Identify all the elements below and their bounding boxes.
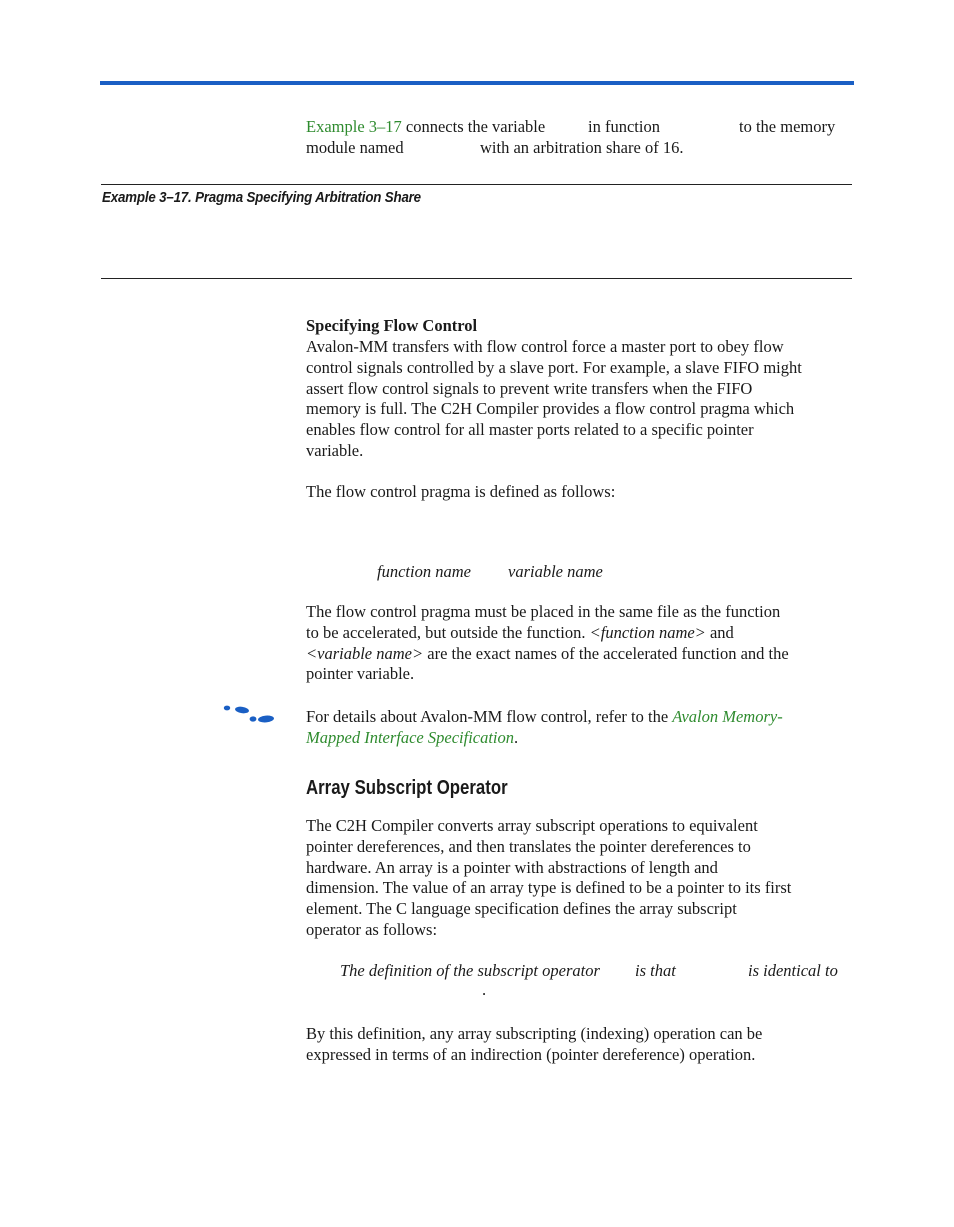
example-link[interactable]: Example 3–17 bbox=[306, 117, 402, 136]
paragraph-line: pointer dereferences, and then translates the pointer dereferences to bbox=[306, 836, 751, 856]
paragraph bbox=[306, 337, 802, 462]
quote-text: is that bbox=[635, 961, 676, 980]
paragraph-line: hardware. An array is a pointer with abstractions of length and bbox=[306, 857, 718, 877]
paragraph-line: variable. bbox=[306, 440, 364, 460]
footprints-note-icon bbox=[222, 704, 276, 726]
divider bbox=[101, 184, 852, 185]
intro-text: connects the variable bbox=[401, 117, 546, 136]
paragraph-line bbox=[306, 623, 789, 644]
spec-link[interactable]: Avalon Memory- bbox=[672, 707, 783, 726]
quote-end: . bbox=[482, 980, 487, 999]
note-line bbox=[306, 728, 783, 749]
paragraph-line: enables flow control for all master ports related to a specific pointer bbox=[306, 420, 754, 440]
intro-text: to the memory bbox=[739, 117, 836, 136]
spec-link[interactable]: Mapped Interface Specification bbox=[306, 727, 515, 747]
syntax-variable-name: variable name bbox=[508, 562, 603, 581]
paragraph-line bbox=[306, 644, 789, 665]
example-caption: Example 3–17. Pragma Specifying Arbitration Share bbox=[102, 190, 421, 206]
subsection-heading: Specifying Flow Control bbox=[306, 316, 478, 335]
text: and bbox=[705, 622, 734, 642]
paragraph-line: control signals controlled by a slave port. For example, a slave FIFO might bbox=[306, 357, 802, 377]
variable-name-ref: <variable name> bbox=[306, 643, 424, 663]
function-name-ref: <function name> bbox=[589, 622, 706, 642]
text: are the exact names of the accelerated function and the bbox=[423, 643, 789, 663]
paragraph-line: Avalon-MM transfers with flow control force a master port to obey flow bbox=[306, 337, 784, 356]
paragraph-line: assert flow control signals to prevent write transfers when the FIFO bbox=[306, 378, 753, 398]
paragraph-line: memory is full. The C2H Compiler provides a flow control pragma which bbox=[306, 399, 795, 419]
intro-text: with an arbitration share of 16. bbox=[480, 138, 684, 157]
paragraph-line: The C2H Compiler converts array subscript operations to equivalent bbox=[306, 816, 758, 835]
text: . bbox=[514, 727, 519, 747]
divider bbox=[101, 278, 852, 279]
intro-text: module named bbox=[306, 138, 404, 157]
quote-text: is identical to bbox=[748, 961, 838, 980]
intro-line-1 bbox=[306, 117, 545, 138]
paragraph bbox=[306, 1024, 762, 1066]
paragraph bbox=[306, 602, 789, 685]
paragraph-line: The flow control pragma must be placed in the same file as the function bbox=[306, 602, 781, 621]
quote-text: The definition of the subscript operator bbox=[340, 961, 600, 980]
paragraph: The flow control pragma is defined as follows: bbox=[306, 482, 616, 501]
paragraph-line: expressed in terms of an indirection (pointer dereference) operation. bbox=[306, 1044, 756, 1064]
paragraph-line: dimension. The value of an array type is defined to be a pointer to its first bbox=[306, 878, 792, 898]
paragraph bbox=[306, 816, 791, 941]
text: to be accelerated, but outside the function. bbox=[306, 622, 590, 642]
section-heading: Array Subscript Operator bbox=[306, 777, 508, 799]
note-line bbox=[306, 707, 783, 728]
intro-text: in function bbox=[588, 117, 660, 136]
paragraph-line: element. The C language specification defines the array subscript bbox=[306, 899, 737, 919]
text: For details about Avalon-MM flow control, refer to the bbox=[306, 707, 673, 726]
paragraph-line: operator as follows: bbox=[306, 919, 438, 939]
syntax-function-name: function name bbox=[377, 562, 471, 581]
paragraph-line: By this definition, any array subscripting (indexing) operation can be bbox=[306, 1024, 763, 1043]
header-rule bbox=[100, 81, 854, 85]
paragraph-line: pointer variable. bbox=[306, 664, 415, 684]
note-text bbox=[306, 707, 783, 749]
